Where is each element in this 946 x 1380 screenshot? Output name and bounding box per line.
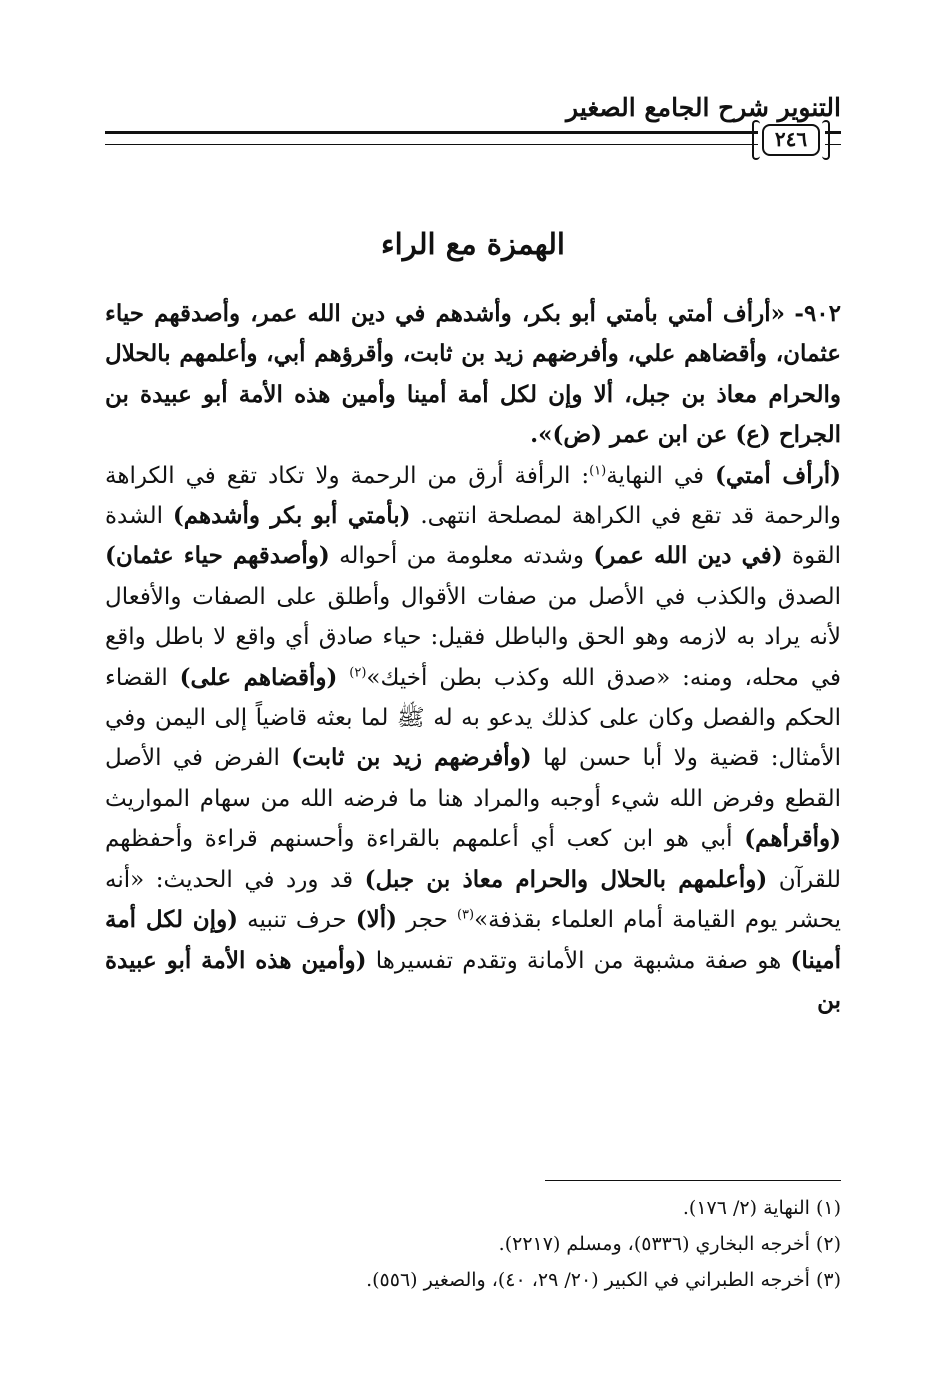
page-number: ٢٤٦	[762, 124, 820, 156]
footnote-1: (١) النهاية (٢/ ١٧٦).	[682, 1197, 841, 1219]
commentary-paragraph	[105, 456, 841, 1022]
header-rule-end	[825, 131, 841, 145]
hadith-paragraph	[105, 294, 841, 456]
commentary-text: هو صفة مشبهة من الأمانة وتقدم تفسيرها	[366, 947, 791, 974]
commentary-text: الفرض في الأصل القطع وفرض الله شيء أوجبه والمراد هنا ما فرضه الله من سهام المواريث	[105, 745, 841, 812]
commentary-term: (في دين الله عمر)	[593, 542, 783, 570]
commentary-term: (ألا)	[355, 906, 397, 934]
commentary-term: (وأصدقهم حياء عثمان)	[105, 542, 330, 570]
commentary-term: (وإن لكل أمة أمينا)	[105, 906, 841, 974]
header-rule	[105, 131, 758, 145]
commentary-term: (أرأف أمتي)	[715, 461, 841, 489]
commentary-term: (وأمين هذه الأمة أبو عبيدة بن	[105, 946, 841, 1014]
commentary-text: حجر	[396, 907, 457, 934]
commentary-text: الشدة القوة	[105, 503, 841, 570]
footnote-ref-1[interactable]: (١)	[589, 462, 607, 478]
commentary-term: (وأفرضهم زيد بن ثابت)	[291, 744, 532, 772]
footnote-3: (٣) أخرجه الطبراني في الكبير (٢٠/ ٢٩، ٤٠)، والصغير (٥٥٦).	[366, 1269, 841, 1291]
commentary-text: الصدق والكذب في الأصل من صفات الأقوال وأطلق على الصفات والأفعال لأنه يراد به لازمه وهو الحق والباطل فقيل: حياء صادق أي واقع لا باطل واقع في محله، ومنه: «صدق الله وكذب بطن أخيك»	[105, 583, 842, 691]
footnote-rule	[545, 1180, 841, 1181]
commentary-text: القضاء الحكم والفصل وكان على كذلك يدعو به له ﷺ لما بعثه قاضياً إلى اليمن وفي الأمثال: قضية ولا أبا حسن لها	[105, 664, 841, 772]
footnotes	[105, 1190, 841, 1298]
commentary-term: (وأقرأهم)	[744, 825, 841, 853]
commentary-text: وشدته معلومة من أحواله	[329, 543, 594, 570]
commentary-text: حرف تنبيه	[238, 907, 356, 934]
footnote-2: (٢) أخرجه البخاري (٥٣٣٦)، ومسلم (٢٢١٧).	[498, 1233, 841, 1255]
commentary-text: أبي هو ابن كعب أي أعلمهم بالقراءة وأحسنهم قراءة وأحفظهم للقرآن	[105, 826, 841, 893]
commentary-text: : الرأفة أرق من الرحمة ولا تكاد تقع في الكراهة والرحمة قد تقع في الكراهة لمصلحة انتهى.	[105, 462, 841, 530]
hadith-number: ٩٠٢-	[794, 300, 841, 327]
commentary-term: (وأقضاهم على)	[179, 663, 338, 691]
commentary-term: (بأمتي أبو بكر وأشدهم)	[172, 502, 411, 530]
section-heading: الهمزة مع الراء	[381, 227, 565, 261]
running-title: التنوير شرح الجامع الصغير	[566, 93, 841, 122]
main-text	[105, 294, 841, 1021]
commentary-text: قد ورد في الحديث: «أنه يحشر يوم القيامة أمام العلماء بقذفة»	[105, 866, 841, 934]
commentary-text	[337, 665, 349, 691]
hadith-text: «أرأف أمتي بأمتي أبو بكر، وأشدهم في دين الله عمر، وأصدقهم حياء عثمان، وأقضاهم علي، وأفرضهم زيد بن ثابت، وأقرؤهم أبي، وأعلمهم بالحلال والحرام معاذ بن جبل، ألا وإن لكل أمة أمينا وأمين هذه الأمة أبو عبيدة بن الجراح (ع) عن ابن عمر (ض)».	[105, 300, 841, 449]
footnote-ref-3[interactable]: (٣)	[456, 907, 475, 923]
commentary-text: في النهاية	[606, 462, 716, 489]
commentary-term: (وأعلمهم بالحلال والحرام معاذ بن جبل)	[364, 865, 768, 893]
footnote-ref-2[interactable]: (٢)	[349, 665, 367, 680]
